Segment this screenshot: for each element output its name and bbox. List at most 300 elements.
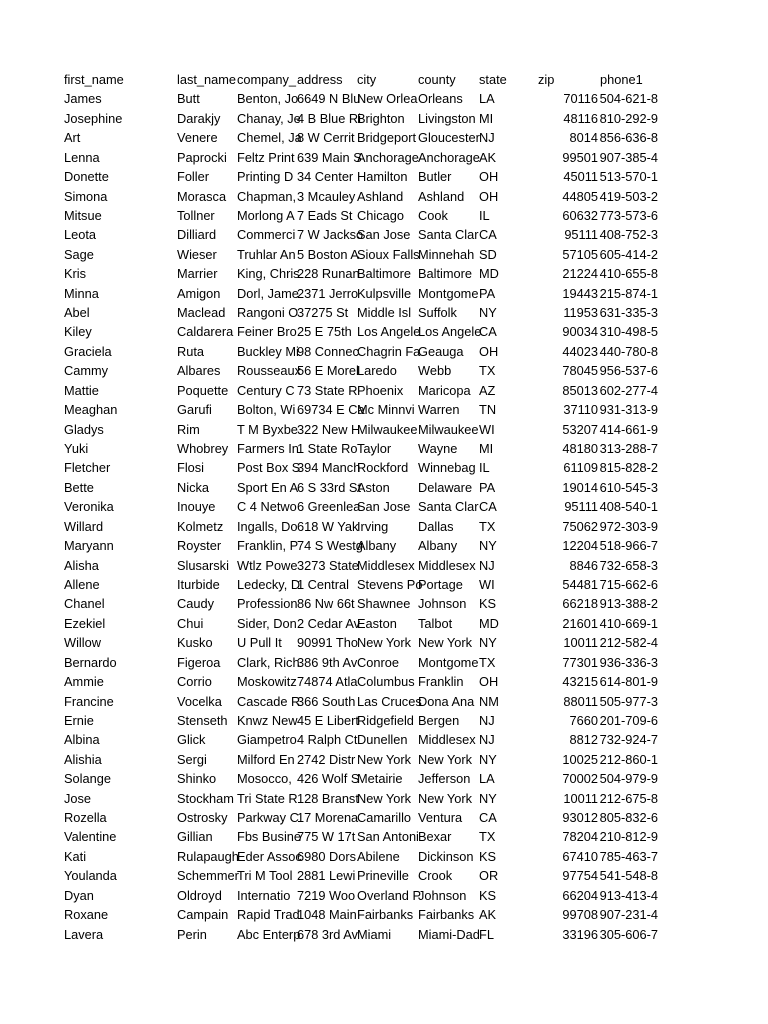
cell-last-name[interactable]: Flosi bbox=[177, 460, 205, 476]
cell-zip[interactable]: 70116 bbox=[563, 91, 598, 107]
cell-county[interactable]: Jefferson bbox=[418, 771, 471, 787]
cell-phone1[interactable]: 215-874-1 bbox=[599, 285, 658, 301]
cell-address[interactable]: 2742 Distr bbox=[297, 751, 356, 767]
cell-address[interactable]: 2 Cedar Av bbox=[297, 615, 361, 631]
cell-first-name[interactable]: Dyan bbox=[64, 887, 94, 903]
cell-county[interactable]: Gloucester bbox=[418, 130, 480, 146]
cell-city[interactable]: Albany bbox=[357, 538, 397, 554]
cell-county[interactable]: Ventura bbox=[418, 810, 463, 826]
cell-first-name[interactable]: Art bbox=[64, 130, 81, 146]
cell-first-name[interactable]: Jose bbox=[64, 790, 92, 806]
cell-state[interactable]: TX bbox=[479, 654, 496, 670]
cell-state[interactable]: NM bbox=[479, 693, 499, 709]
cell-address[interactable]: 73 State R bbox=[297, 382, 358, 398]
cell-phone1[interactable]: 518-966-7 bbox=[599, 538, 658, 554]
cell-city[interactable]: Middle Isl bbox=[357, 305, 412, 321]
cell-first-name[interactable]: Sage bbox=[64, 246, 94, 262]
cell-address[interactable]: 69734 E Ca bbox=[297, 402, 365, 418]
cell-state[interactable]: NJ bbox=[479, 732, 495, 748]
cell-county[interactable]: Montgome bbox=[418, 285, 479, 301]
cell-city[interactable]: Columbus bbox=[357, 674, 415, 690]
cell-company-name[interactable]: Sport En A bbox=[237, 479, 299, 495]
cell-state[interactable]: NJ bbox=[479, 557, 495, 573]
cell-city[interactable]: New Orlea bbox=[357, 91, 418, 107]
cell-first-name[interactable]: Leota bbox=[64, 227, 97, 243]
cell-city[interactable]: Abilene bbox=[357, 848, 400, 864]
cell-company-name[interactable]: Abc Enterp bbox=[237, 926, 301, 942]
cell-last-name[interactable]: Wieser bbox=[177, 246, 217, 262]
cell-state[interactable]: AK bbox=[479, 149, 497, 165]
cell-zip[interactable]: 78045 bbox=[562, 363, 598, 379]
cell-company-name[interactable]: Buckley Mi bbox=[237, 343, 299, 359]
cell-state[interactable]: MI bbox=[479, 110, 494, 126]
cell-county[interactable]: New York bbox=[418, 751, 473, 767]
cell-city[interactable]: Sioux Falls bbox=[357, 246, 420, 262]
cell-company-name[interactable]: Ingalls, Do bbox=[237, 518, 298, 534]
cell-state[interactable]: TN bbox=[479, 402, 497, 418]
header-first-name[interactable]: first_name bbox=[64, 72, 124, 87]
cell-zip[interactable]: 97754 bbox=[562, 868, 598, 884]
cell-company-name[interactable]: Sider, Don bbox=[237, 615, 297, 631]
cell-state[interactable]: CA bbox=[479, 227, 497, 243]
cell-first-name[interactable]: Donette bbox=[64, 169, 109, 185]
cell-address[interactable]: 7 W Jackso bbox=[297, 227, 364, 243]
cell-last-name[interactable]: Marrier bbox=[177, 266, 218, 282]
cell-zip[interactable]: 33196 bbox=[562, 926, 598, 942]
cell-company-name[interactable]: Parkway C bbox=[237, 810, 299, 826]
cell-zip[interactable]: 93012 bbox=[562, 810, 598, 826]
cell-last-name[interactable]: Amigon bbox=[177, 285, 221, 301]
cell-zip[interactable]: 10011 bbox=[563, 635, 598, 651]
cell-phone1[interactable]: 440-780-8 bbox=[599, 343, 658, 359]
cell-first-name[interactable]: Graciela bbox=[64, 343, 112, 359]
cell-address[interactable]: 1 State Ro bbox=[297, 441, 358, 457]
cell-state[interactable]: LA bbox=[479, 91, 495, 107]
cell-last-name[interactable]: Nicka bbox=[177, 479, 209, 495]
cell-state[interactable]: CA bbox=[479, 499, 497, 515]
cell-address[interactable]: 678 3rd Av bbox=[297, 926, 358, 942]
cell-state[interactable]: KS bbox=[479, 848, 497, 864]
cell-first-name[interactable]: Yuki bbox=[64, 441, 89, 457]
cell-zip[interactable]: 8014 bbox=[569, 130, 598, 146]
cell-address[interactable]: 7219 Woo bbox=[297, 887, 356, 903]
cell-zip[interactable]: 57105 bbox=[562, 246, 598, 262]
cell-last-name[interactable]: Caldarera bbox=[177, 324, 234, 340]
cell-last-name[interactable]: Morasca bbox=[177, 188, 227, 204]
cell-zip[interactable]: 19443 bbox=[562, 285, 598, 301]
header-city[interactable]: city bbox=[357, 72, 377, 87]
cell-phone1[interactable]: 856-636-8 bbox=[599, 130, 658, 146]
cell-last-name[interactable]: Albares bbox=[177, 363, 221, 379]
cell-address[interactable]: 45 E Libert bbox=[297, 712, 359, 728]
cell-zip[interactable]: 99501 bbox=[562, 149, 598, 165]
cell-address[interactable]: 394 Manch bbox=[297, 460, 361, 476]
cell-first-name[interactable]: Josephine bbox=[64, 110, 123, 126]
cell-state[interactable]: PA bbox=[479, 285, 496, 301]
cell-first-name[interactable]: Allene bbox=[64, 576, 100, 592]
cell-city[interactable]: Irving bbox=[357, 518, 389, 534]
cell-zip[interactable]: 53207 bbox=[562, 421, 598, 437]
cell-state[interactable]: KS bbox=[479, 596, 497, 612]
cell-city[interactable]: Las Cruces bbox=[357, 693, 422, 709]
cell-zip[interactable]: 44023 bbox=[562, 343, 598, 359]
cell-address[interactable]: 366 South bbox=[297, 693, 356, 709]
cell-phone1[interactable]: 956-537-6 bbox=[599, 363, 658, 379]
cell-last-name[interactable]: Poquette bbox=[177, 382, 229, 398]
cell-zip[interactable]: 66204 bbox=[562, 887, 598, 903]
cell-state[interactable]: MI bbox=[479, 441, 494, 457]
header-county[interactable]: county bbox=[418, 72, 456, 87]
cell-address[interactable]: 2881 Lewi bbox=[297, 868, 356, 884]
cell-state[interactable]: AZ bbox=[479, 382, 496, 398]
cell-address[interactable]: 386 9th Av bbox=[297, 654, 358, 670]
cell-company-name[interactable]: Feltz Print bbox=[237, 149, 295, 165]
cell-company-name[interactable]: Internatio bbox=[237, 887, 291, 903]
cell-city[interactable]: Rockford bbox=[357, 460, 409, 476]
cell-phone1[interactable]: 815-828-2 bbox=[599, 460, 658, 476]
cell-address[interactable]: 7 Eads St bbox=[297, 207, 353, 223]
cell-company-name[interactable]: Printing D bbox=[237, 169, 294, 185]
cell-first-name[interactable]: Alishia bbox=[64, 751, 102, 767]
cell-phone1[interactable]: 907-231-4 bbox=[599, 907, 658, 923]
cell-city[interactable]: Middlesex bbox=[357, 557, 415, 573]
cell-last-name[interactable]: Stockham bbox=[177, 790, 234, 806]
cell-state[interactable]: MD bbox=[479, 266, 499, 282]
cell-address[interactable]: 322 New H bbox=[297, 421, 361, 437]
cell-city[interactable]: New York bbox=[357, 635, 412, 651]
cell-phone1[interactable]: 410-669-1 bbox=[599, 615, 658, 631]
cell-phone1[interactable]: 408-752-3 bbox=[599, 227, 658, 243]
cell-last-name[interactable]: Whobrey bbox=[177, 441, 229, 457]
cell-company-name[interactable]: King, Chris bbox=[237, 266, 300, 282]
cell-zip[interactable]: 85013 bbox=[562, 382, 598, 398]
header-state[interactable]: state bbox=[479, 72, 507, 87]
cell-first-name[interactable]: Bernardo bbox=[64, 654, 117, 670]
cell-phone1[interactable]: 610-545-3 bbox=[599, 479, 658, 495]
cell-phone1[interactable]: 931-313-9 bbox=[599, 402, 658, 418]
cell-last-name[interactable]: Oldroyd bbox=[177, 887, 222, 903]
cell-city[interactable]: San Antoni bbox=[357, 829, 419, 845]
cell-phone1[interactable]: 305-606-7 bbox=[599, 926, 658, 942]
cell-city[interactable]: Kulpsville bbox=[357, 285, 412, 301]
cell-last-name[interactable]: Slusarski bbox=[177, 557, 229, 573]
cell-address[interactable]: 6649 N Blu bbox=[297, 91, 361, 107]
cell-last-name[interactable]: Chui bbox=[177, 615, 204, 631]
cell-phone1[interactable]: 504-979-9 bbox=[599, 771, 658, 787]
cell-phone1[interactable]: 541-548-8 bbox=[599, 868, 658, 884]
cell-city[interactable]: Milwaukee bbox=[357, 421, 418, 437]
cell-first-name[interactable]: Youlanda bbox=[64, 868, 117, 884]
cell-company-name[interactable]: C 4 Netwo bbox=[237, 499, 297, 515]
cell-zip[interactable]: 37110 bbox=[563, 402, 598, 418]
cell-zip[interactable]: 66218 bbox=[562, 596, 598, 612]
cell-last-name[interactable]: Rulapaugh bbox=[177, 848, 239, 864]
cell-city[interactable]: Mc Minnvi bbox=[357, 402, 415, 418]
cell-first-name[interactable]: Meaghan bbox=[64, 402, 118, 418]
cell-county[interactable]: Suffolk bbox=[418, 305, 457, 321]
cell-last-name[interactable]: Shinko bbox=[177, 771, 217, 787]
cell-zip[interactable]: 7660 bbox=[569, 712, 598, 728]
cell-city[interactable]: San Jose bbox=[357, 499, 411, 515]
cell-first-name[interactable]: Ezekiel bbox=[64, 615, 106, 631]
cell-zip[interactable]: 99708 bbox=[562, 907, 598, 923]
cell-last-name[interactable]: Foller bbox=[177, 169, 209, 185]
cell-state[interactable]: NY bbox=[479, 305, 497, 321]
cell-county[interactable]: Middlesex bbox=[418, 732, 476, 748]
cell-phone1[interactable]: 414-661-9 bbox=[599, 421, 658, 437]
cell-city[interactable]: Chagrin Fa bbox=[357, 343, 421, 359]
cell-city[interactable]: San Jose bbox=[357, 227, 411, 243]
cell-zip[interactable]: 19014 bbox=[562, 479, 598, 495]
cell-first-name[interactable]: Cammy bbox=[64, 363, 109, 379]
cell-first-name[interactable]: Chanel bbox=[64, 596, 105, 612]
cell-zip[interactable]: 21224 bbox=[562, 266, 598, 282]
cell-company-name[interactable]: Tri State R bbox=[237, 790, 298, 806]
cell-company-name[interactable]: Knwz New bbox=[237, 712, 298, 728]
cell-first-name[interactable]: Maryann bbox=[64, 538, 114, 554]
cell-address[interactable]: 25 E 75th bbox=[297, 324, 352, 340]
cell-address[interactable]: 86 Nw 66t bbox=[297, 596, 355, 612]
cell-city[interactable]: Bridgeport bbox=[357, 130, 417, 146]
cell-first-name[interactable]: Mattie bbox=[64, 382, 99, 398]
cell-company-name[interactable]: Truhlar An bbox=[237, 246, 296, 262]
cell-county[interactable]: Wayne bbox=[418, 441, 458, 457]
cell-state[interactable]: WI bbox=[479, 576, 495, 592]
cell-county[interactable]: Ashland bbox=[418, 188, 465, 204]
cell-address[interactable]: 90991 Tho bbox=[297, 635, 358, 651]
cell-county[interactable]: Bergen bbox=[418, 712, 460, 728]
cell-phone1[interactable]: 212-675-8 bbox=[599, 790, 658, 806]
cell-phone1[interactable]: 907-385-4 bbox=[599, 149, 658, 165]
cell-state[interactable]: TX bbox=[479, 829, 496, 845]
cell-state[interactable]: MD bbox=[479, 615, 499, 631]
cell-last-name[interactable]: Garufi bbox=[177, 402, 212, 418]
cell-address[interactable]: 1048 Main bbox=[297, 907, 357, 923]
cell-zip[interactable]: 67410 bbox=[562, 848, 598, 864]
cell-state[interactable]: SD bbox=[479, 246, 497, 262]
cell-phone1[interactable]: 313-288-7 bbox=[599, 441, 658, 457]
cell-company-name[interactable]: Bolton, Wi bbox=[237, 402, 296, 418]
cell-last-name[interactable]: Vocelka bbox=[177, 693, 222, 709]
cell-first-name[interactable]: Mitsue bbox=[64, 207, 102, 223]
cell-state[interactable]: OH bbox=[479, 343, 499, 359]
cell-first-name[interactable]: Bette bbox=[64, 479, 94, 495]
cell-county[interactable]: Dallas bbox=[418, 518, 454, 534]
cell-company-name[interactable]: Rapid Trad bbox=[237, 907, 300, 923]
cell-company-name[interactable]: Morlong A bbox=[237, 207, 295, 223]
cell-county[interactable]: Los Angele bbox=[418, 324, 482, 340]
cell-company-name[interactable]: Clark, Rich bbox=[237, 654, 300, 670]
header-last-name[interactable]: last_name bbox=[177, 72, 237, 87]
cell-phone1[interactable]: 605-414-2 bbox=[599, 246, 658, 262]
cell-city[interactable]: Brighton bbox=[357, 110, 405, 126]
cell-city[interactable]: Dunellen bbox=[357, 732, 408, 748]
cell-company-name[interactable]: Mosocco, bbox=[237, 771, 292, 787]
cell-county[interactable]: New York bbox=[418, 635, 473, 651]
cell-zip[interactable]: 61109 bbox=[563, 460, 598, 476]
cell-zip[interactable]: 60632 bbox=[562, 207, 598, 223]
cell-county[interactable]: Warren bbox=[418, 402, 460, 418]
cell-company-name[interactable]: Benton, Jo bbox=[237, 91, 299, 107]
cell-last-name[interactable]: Dilliard bbox=[177, 227, 217, 243]
cell-phone1[interactable]: 732-658-3 bbox=[599, 557, 658, 573]
cell-last-name[interactable]: Iturbide bbox=[177, 576, 220, 592]
cell-company-name[interactable]: Wtlz Powe bbox=[237, 557, 298, 573]
cell-zip[interactable]: 44805 bbox=[562, 188, 598, 204]
cell-city[interactable]: Metairie bbox=[357, 771, 403, 787]
cell-county[interactable]: Montgome bbox=[418, 654, 479, 670]
cell-address[interactable]: 8 W Cerrit bbox=[297, 130, 355, 146]
cell-county[interactable]: Milwaukee bbox=[418, 421, 479, 437]
cell-last-name[interactable]: Kolmetz bbox=[177, 518, 224, 534]
cell-state[interactable]: CA bbox=[479, 810, 497, 826]
cell-address[interactable]: 3 Mcauley bbox=[297, 188, 356, 204]
cell-company-name[interactable]: Post Box S bbox=[237, 460, 301, 476]
cell-last-name[interactable]: Caudy bbox=[177, 596, 214, 612]
cell-zip[interactable]: 95111 bbox=[564, 499, 598, 515]
cell-company-name[interactable]: Moskowitz bbox=[237, 674, 297, 690]
cell-last-name[interactable]: Campain bbox=[177, 907, 229, 923]
cell-last-name[interactable]: Ostrosky bbox=[177, 810, 228, 826]
cell-phone1[interactable]: 505-977-3 bbox=[599, 693, 658, 709]
cell-state[interactable]: TX bbox=[479, 363, 496, 379]
cell-company-name[interactable]: Chemel, Ja bbox=[237, 130, 302, 146]
cell-phone1[interactable]: 408-540-1 bbox=[599, 499, 658, 515]
cell-phone1[interactable]: 212-582-4 bbox=[599, 635, 658, 651]
cell-zip[interactable]: 48180 bbox=[562, 441, 598, 457]
cell-last-name[interactable]: Maclead bbox=[177, 305, 226, 321]
cell-company-name[interactable]: Farmers In bbox=[237, 441, 299, 457]
cell-state[interactable]: IL bbox=[479, 460, 490, 476]
cell-last-name[interactable]: Corrio bbox=[177, 674, 212, 690]
cell-last-name[interactable]: Perin bbox=[177, 926, 207, 942]
cell-company-name[interactable]: Chapman, bbox=[237, 188, 297, 204]
cell-last-name[interactable]: Schemmer bbox=[177, 868, 239, 884]
cell-phone1[interactable]: 602-277-4 bbox=[599, 382, 658, 398]
cell-state[interactable]: OH bbox=[479, 674, 499, 690]
cell-address[interactable]: 228 Runan bbox=[297, 266, 360, 282]
cell-last-name[interactable]: Ruta bbox=[177, 343, 205, 359]
cell-county[interactable]: Anchorage bbox=[418, 149, 480, 165]
cell-first-name[interactable]: Ernie bbox=[64, 712, 94, 728]
cell-county[interactable]: Livingston bbox=[418, 110, 476, 126]
cell-zip[interactable]: 78204 bbox=[562, 829, 598, 845]
cell-first-name[interactable]: Kris bbox=[64, 266, 87, 282]
cell-county[interactable]: Winnebag bbox=[418, 460, 476, 476]
cell-county[interactable]: Albany bbox=[418, 538, 458, 554]
cell-city[interactable]: Baltimore bbox=[357, 266, 412, 282]
cell-city[interactable]: Los Angele bbox=[357, 324, 421, 340]
cell-county[interactable]: Fairbanks bbox=[418, 907, 475, 923]
cell-phone1[interactable]: 773-573-6 bbox=[599, 207, 658, 223]
cell-first-name[interactable]: Minna bbox=[64, 285, 99, 301]
cell-phone1[interactable]: 419-503-2 bbox=[599, 188, 658, 204]
cell-last-name[interactable]: Inouye bbox=[177, 499, 216, 515]
cell-city[interactable]: Phoenix bbox=[357, 382, 404, 398]
cell-last-name[interactable]: Figeroa bbox=[177, 654, 221, 670]
cell-first-name[interactable]: Abel bbox=[64, 305, 90, 321]
cell-county[interactable]: Webb bbox=[418, 363, 452, 379]
cell-zip[interactable]: 95111 bbox=[564, 227, 598, 243]
cell-last-name[interactable]: Royster bbox=[177, 538, 222, 554]
cell-zip[interactable]: 11953 bbox=[563, 305, 598, 321]
cell-city[interactable]: New York bbox=[357, 790, 412, 806]
cell-phone1[interactable]: 785-463-7 bbox=[599, 848, 658, 864]
cell-company-name[interactable]: Franklin, P bbox=[237, 538, 299, 554]
cell-county[interactable]: Crook bbox=[418, 868, 453, 884]
cell-first-name[interactable]: Willard bbox=[64, 518, 104, 534]
cell-county[interactable]: Talbot bbox=[418, 615, 453, 631]
cell-first-name[interactable]: Veronika bbox=[64, 499, 114, 515]
cell-address[interactable]: 6 Greenlea bbox=[297, 499, 361, 515]
cell-city[interactable]: Taylor bbox=[357, 441, 392, 457]
cell-county[interactable]: Geauga bbox=[418, 343, 464, 359]
cell-last-name[interactable]: Venere bbox=[177, 130, 218, 146]
cell-zip[interactable]: 88011 bbox=[563, 693, 598, 709]
cell-company-name[interactable]: Rousseaux bbox=[237, 363, 302, 379]
cell-zip[interactable]: 12204 bbox=[562, 538, 598, 554]
cell-city[interactable]: Laredo bbox=[357, 363, 397, 379]
cell-state[interactable]: CA bbox=[479, 324, 497, 340]
cell-address[interactable]: 37275 St bbox=[297, 305, 349, 321]
cell-state[interactable]: IL bbox=[479, 207, 490, 223]
cell-zip[interactable]: 8812 bbox=[569, 732, 598, 748]
cell-phone1[interactable]: 805-832-6 bbox=[599, 810, 658, 826]
cell-county[interactable]: Santa Clar bbox=[418, 227, 479, 243]
cell-county[interactable]: Maricopa bbox=[418, 382, 471, 398]
cell-zip[interactable]: 48116 bbox=[563, 110, 598, 126]
cell-company-name[interactable]: Cascade R bbox=[237, 693, 301, 709]
cell-last-name[interactable]: Sergi bbox=[177, 751, 207, 767]
cell-address[interactable]: 426 Wolf S bbox=[297, 771, 360, 787]
cell-city[interactable]: Shawnee bbox=[357, 596, 411, 612]
cell-phone1[interactable]: 631-335-3 bbox=[599, 305, 658, 321]
cell-county[interactable]: New York bbox=[418, 790, 473, 806]
cell-state[interactable]: NJ bbox=[479, 130, 495, 146]
cell-company-name[interactable]: Ledecky, D bbox=[237, 576, 301, 592]
cell-company-name[interactable]: Milford En bbox=[237, 751, 295, 767]
cell-company-name[interactable]: Fbs Busine bbox=[237, 829, 302, 845]
cell-last-name[interactable]: Butt bbox=[177, 91, 200, 107]
cell-address[interactable]: 34 Center bbox=[297, 169, 354, 185]
cell-company-name[interactable]: Dorl, Jame bbox=[237, 285, 299, 301]
cell-city[interactable]: Overland P bbox=[357, 887, 422, 903]
cell-first-name[interactable]: Kiley bbox=[64, 324, 92, 340]
cell-city[interactable]: Conroe bbox=[357, 654, 399, 670]
cell-zip[interactable]: 21601 bbox=[562, 615, 598, 631]
cell-city[interactable]: Anchorage bbox=[357, 149, 419, 165]
cell-state[interactable]: NY bbox=[479, 538, 497, 554]
cell-company-name[interactable]: Eder Assoc bbox=[237, 848, 302, 864]
cell-address[interactable]: 1 Central bbox=[297, 576, 349, 592]
cell-county[interactable]: Franklin bbox=[418, 674, 464, 690]
cell-address[interactable]: 639 Main S bbox=[297, 149, 362, 165]
cell-first-name[interactable]: Lavera bbox=[64, 926, 104, 942]
cell-county[interactable]: Middlesex bbox=[418, 557, 476, 573]
cell-company-name[interactable]: Chanay, Je bbox=[237, 110, 301, 126]
cell-first-name[interactable]: Willow bbox=[64, 635, 101, 651]
cell-phone1[interactable]: 201-709-6 bbox=[599, 712, 658, 728]
cell-state[interactable]: NY bbox=[479, 790, 497, 806]
cell-address[interactable]: 6980 Dors bbox=[297, 848, 357, 864]
cell-zip[interactable]: 75062 bbox=[562, 518, 598, 534]
cell-first-name[interactable]: Ammie bbox=[64, 674, 104, 690]
cell-city[interactable]: Miami bbox=[357, 926, 392, 942]
cell-phone1[interactable]: 210-812-9 bbox=[599, 829, 658, 845]
cell-address[interactable]: 128 Branst bbox=[297, 790, 359, 806]
cell-state[interactable]: OR bbox=[479, 868, 499, 884]
cell-first-name[interactable]: Valentine bbox=[64, 829, 117, 845]
